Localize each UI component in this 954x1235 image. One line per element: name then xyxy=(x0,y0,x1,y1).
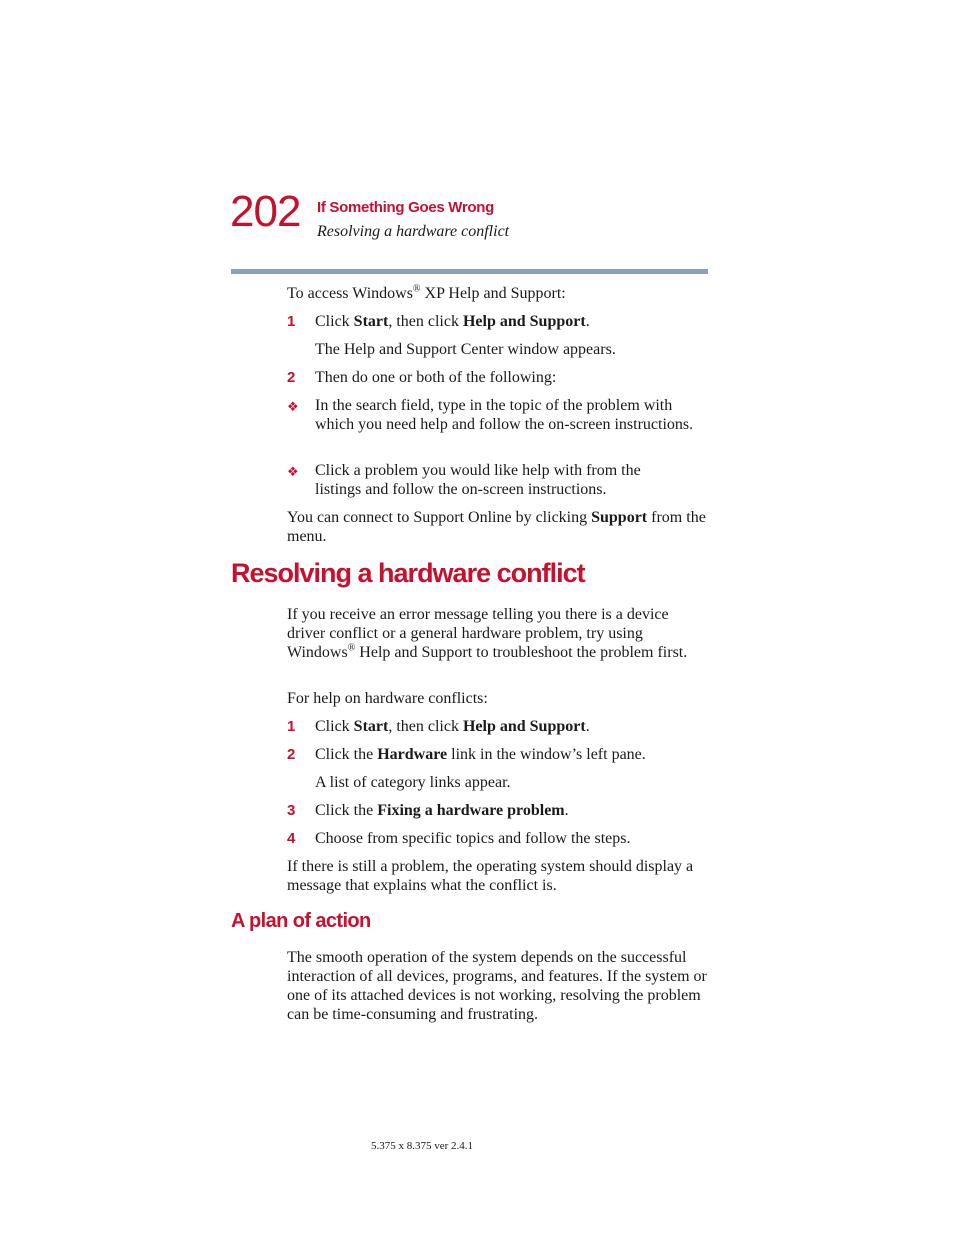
diamond-bullet-icon: ❖ xyxy=(287,464,299,479)
paragraph-text: from the menu. xyxy=(287,509,706,545)
intro-text-end: XP Help and Support: xyxy=(420,285,566,302)
section-heading: Resolving a hardware conflict xyxy=(231,558,585,588)
step-number: 1 xyxy=(287,313,296,330)
support-bold: Support xyxy=(591,509,648,526)
step-text: Then do one or both of the following: xyxy=(315,369,557,386)
step-text: Choose from specific topics and follow the steps. xyxy=(315,830,631,847)
step-text-part: , then click xyxy=(388,718,463,735)
step-result: The Help and Support Center window appears. xyxy=(315,341,616,358)
chapter-title: If Something Goes Wrong xyxy=(317,199,494,216)
registered-mark: ® xyxy=(347,642,356,654)
step-bold-fixing: Fixing a hardware problem xyxy=(377,802,565,819)
step-text-part: Click the xyxy=(315,746,378,763)
step-bold-help-support: Help and Support xyxy=(462,313,586,330)
section-paragraph xyxy=(287,605,707,662)
step-text xyxy=(315,312,715,331)
paragraph-text: If you receive an error message telling you there is a device driver conflict or a general hardware problem, try using Windows xyxy=(287,606,669,661)
step-result: A list of category links appear. xyxy=(315,774,511,791)
step-text-part: . xyxy=(585,718,590,735)
paragraph-text: Help and Support to troubleshoot the problem first. xyxy=(355,644,688,661)
section-paragraph: For help on hardware conflicts: xyxy=(287,690,488,707)
bullet-text: In the search field, type in the topic of the problem with which you need help and follow the on-screen instructions. xyxy=(315,397,694,433)
step-text-part: link in the window’s left pane. xyxy=(447,746,646,763)
paragraph-text: You can connect to Support Online by clicking xyxy=(287,509,592,526)
step-bold-start: Start xyxy=(353,313,389,330)
step-bold-help-support: Help and Support xyxy=(462,718,586,735)
step-text xyxy=(315,717,715,736)
step-text-part: . xyxy=(564,802,569,819)
intro-paragraph xyxy=(287,284,712,303)
step-bold-hardware: Hardware xyxy=(377,746,448,763)
section-paragraph: The smooth operation of the system depends on the successful interaction of all devices, programs, and features. If the system or one of its attached devices is not working, resolving the problem can be time-consuming and frustrating. xyxy=(287,949,707,1023)
step-text-part: Click the xyxy=(315,802,378,819)
bullet-text: Click a problem you would like help with from the listings and follow the on-screen instructions. xyxy=(315,462,641,498)
support-online-paragraph xyxy=(287,508,712,546)
footer-version: 5.375 x 8.375 ver 2.4.1 xyxy=(371,1140,474,1152)
step-text-part: Click xyxy=(315,313,354,330)
step-text-part: . xyxy=(585,313,590,330)
diamond-bullet-icon: ❖ xyxy=(287,399,299,414)
subsection-heading: A plan of action xyxy=(231,910,371,932)
step-number: 4 xyxy=(287,830,296,847)
registered-mark: ® xyxy=(412,283,421,295)
step-number: 3 xyxy=(287,802,296,819)
section-subtitle: Resolving a hardware conflict xyxy=(317,223,510,240)
step-text-part: , then click xyxy=(388,313,463,330)
intro-text: To access Windows xyxy=(287,285,413,302)
step-text-part: Click xyxy=(315,718,354,735)
step-text xyxy=(315,801,715,820)
step-bold-start: Start xyxy=(353,718,389,735)
step-number: 1 xyxy=(287,718,296,735)
section-paragraph: If there is still a problem, the operating system should display a message that explains what the conflict is. xyxy=(287,858,694,894)
header-rule xyxy=(231,269,708,274)
step-number: 2 xyxy=(287,746,296,763)
step-number: 2 xyxy=(287,369,296,386)
page-number: 202 xyxy=(230,187,301,236)
step-text xyxy=(315,745,715,764)
